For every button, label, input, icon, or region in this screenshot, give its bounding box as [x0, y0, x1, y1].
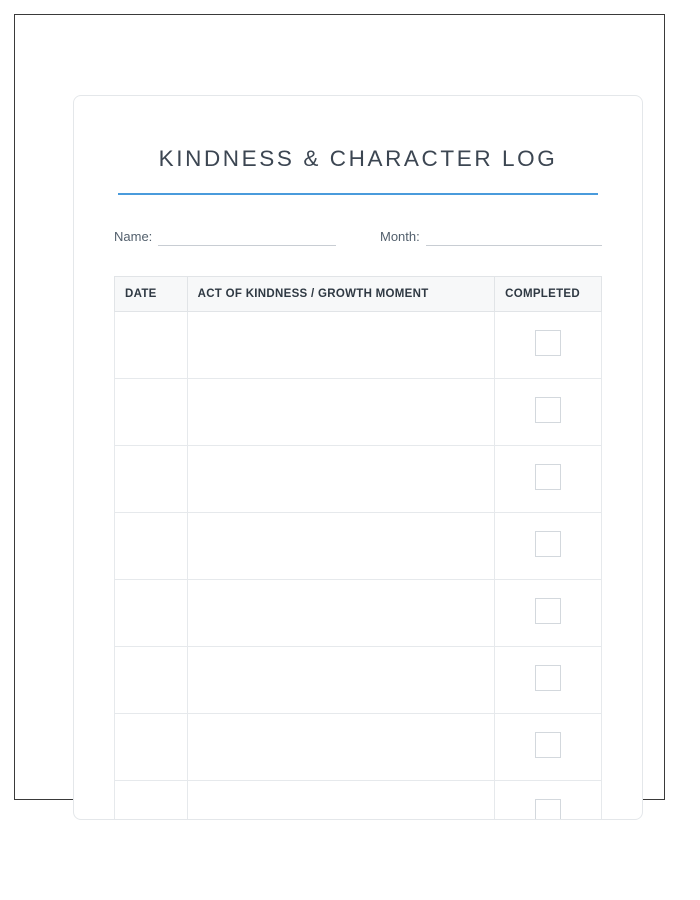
cell-act[interactable]	[187, 446, 495, 513]
cell-act[interactable]	[187, 379, 495, 446]
name-input[interactable]	[158, 230, 336, 246]
checkbox-icon[interactable]	[535, 531, 561, 557]
cell-date[interactable]	[115, 714, 188, 781]
page-frame	[14, 14, 665, 800]
checkbox-icon[interactable]	[535, 732, 561, 758]
table-row	[115, 513, 602, 580]
cell-act[interactable]	[187, 580, 495, 647]
cell-date[interactable]	[115, 513, 188, 580]
cell-date[interactable]	[115, 446, 188, 513]
cell-act[interactable]	[187, 714, 495, 781]
name-field-label: Name:	[114, 229, 153, 244]
table-header	[115, 277, 602, 312]
cell-completed[interactable]	[495, 714, 602, 781]
month-input[interactable]	[426, 230, 602, 246]
table-row	[115, 647, 602, 714]
cell-completed[interactable]	[495, 580, 602, 647]
month-field-label: Month:	[380, 229, 420, 244]
table-row	[115, 312, 602, 379]
cell-completed[interactable]	[495, 446, 602, 513]
title-divider	[118, 193, 598, 195]
cell-completed[interactable]	[495, 513, 602, 580]
cell-act[interactable]	[187, 647, 495, 714]
checkbox-icon[interactable]	[535, 397, 561, 423]
month-field-group	[380, 229, 602, 246]
kindness-log-table	[114, 276, 602, 820]
checkbox-icon[interactable]	[535, 799, 561, 821]
table-header-row	[115, 277, 602, 312]
cell-act[interactable]	[187, 312, 495, 379]
cell-date[interactable]	[115, 781, 188, 821]
cell-date[interactable]	[115, 379, 188, 446]
cell-completed[interactable]	[495, 379, 602, 446]
table-row	[115, 379, 602, 446]
cell-date[interactable]	[115, 647, 188, 714]
table-row	[115, 781, 602, 821]
table-row	[115, 580, 602, 647]
checkbox-icon[interactable]	[535, 598, 561, 624]
table-row	[115, 446, 602, 513]
table-row	[115, 714, 602, 781]
cell-completed[interactable]	[495, 781, 602, 821]
worksheet-body	[74, 96, 642, 820]
table-body	[115, 312, 602, 821]
meta-fields-row	[114, 229, 602, 246]
page-title: KINDNESS & CHARACTER LOG	[158, 146, 558, 171]
cell-act[interactable]	[187, 781, 495, 821]
cell-completed[interactable]	[495, 647, 602, 714]
checkbox-icon[interactable]	[535, 464, 561, 490]
worksheet-card	[73, 95, 643, 820]
column-header-act: ACT OF KINDNESS / GROWTH MOMENT	[187, 277, 495, 312]
cell-date[interactable]	[115, 312, 188, 379]
column-header-completed: COMPLETED	[495, 277, 602, 312]
checkbox-icon[interactable]	[535, 665, 561, 691]
cell-completed[interactable]	[495, 312, 602, 379]
cell-act[interactable]	[187, 513, 495, 580]
checkbox-icon[interactable]	[535, 330, 561, 356]
column-header-date: DATE	[115, 277, 188, 312]
name-field-group	[114, 229, 336, 246]
cell-date[interactable]	[115, 580, 188, 647]
